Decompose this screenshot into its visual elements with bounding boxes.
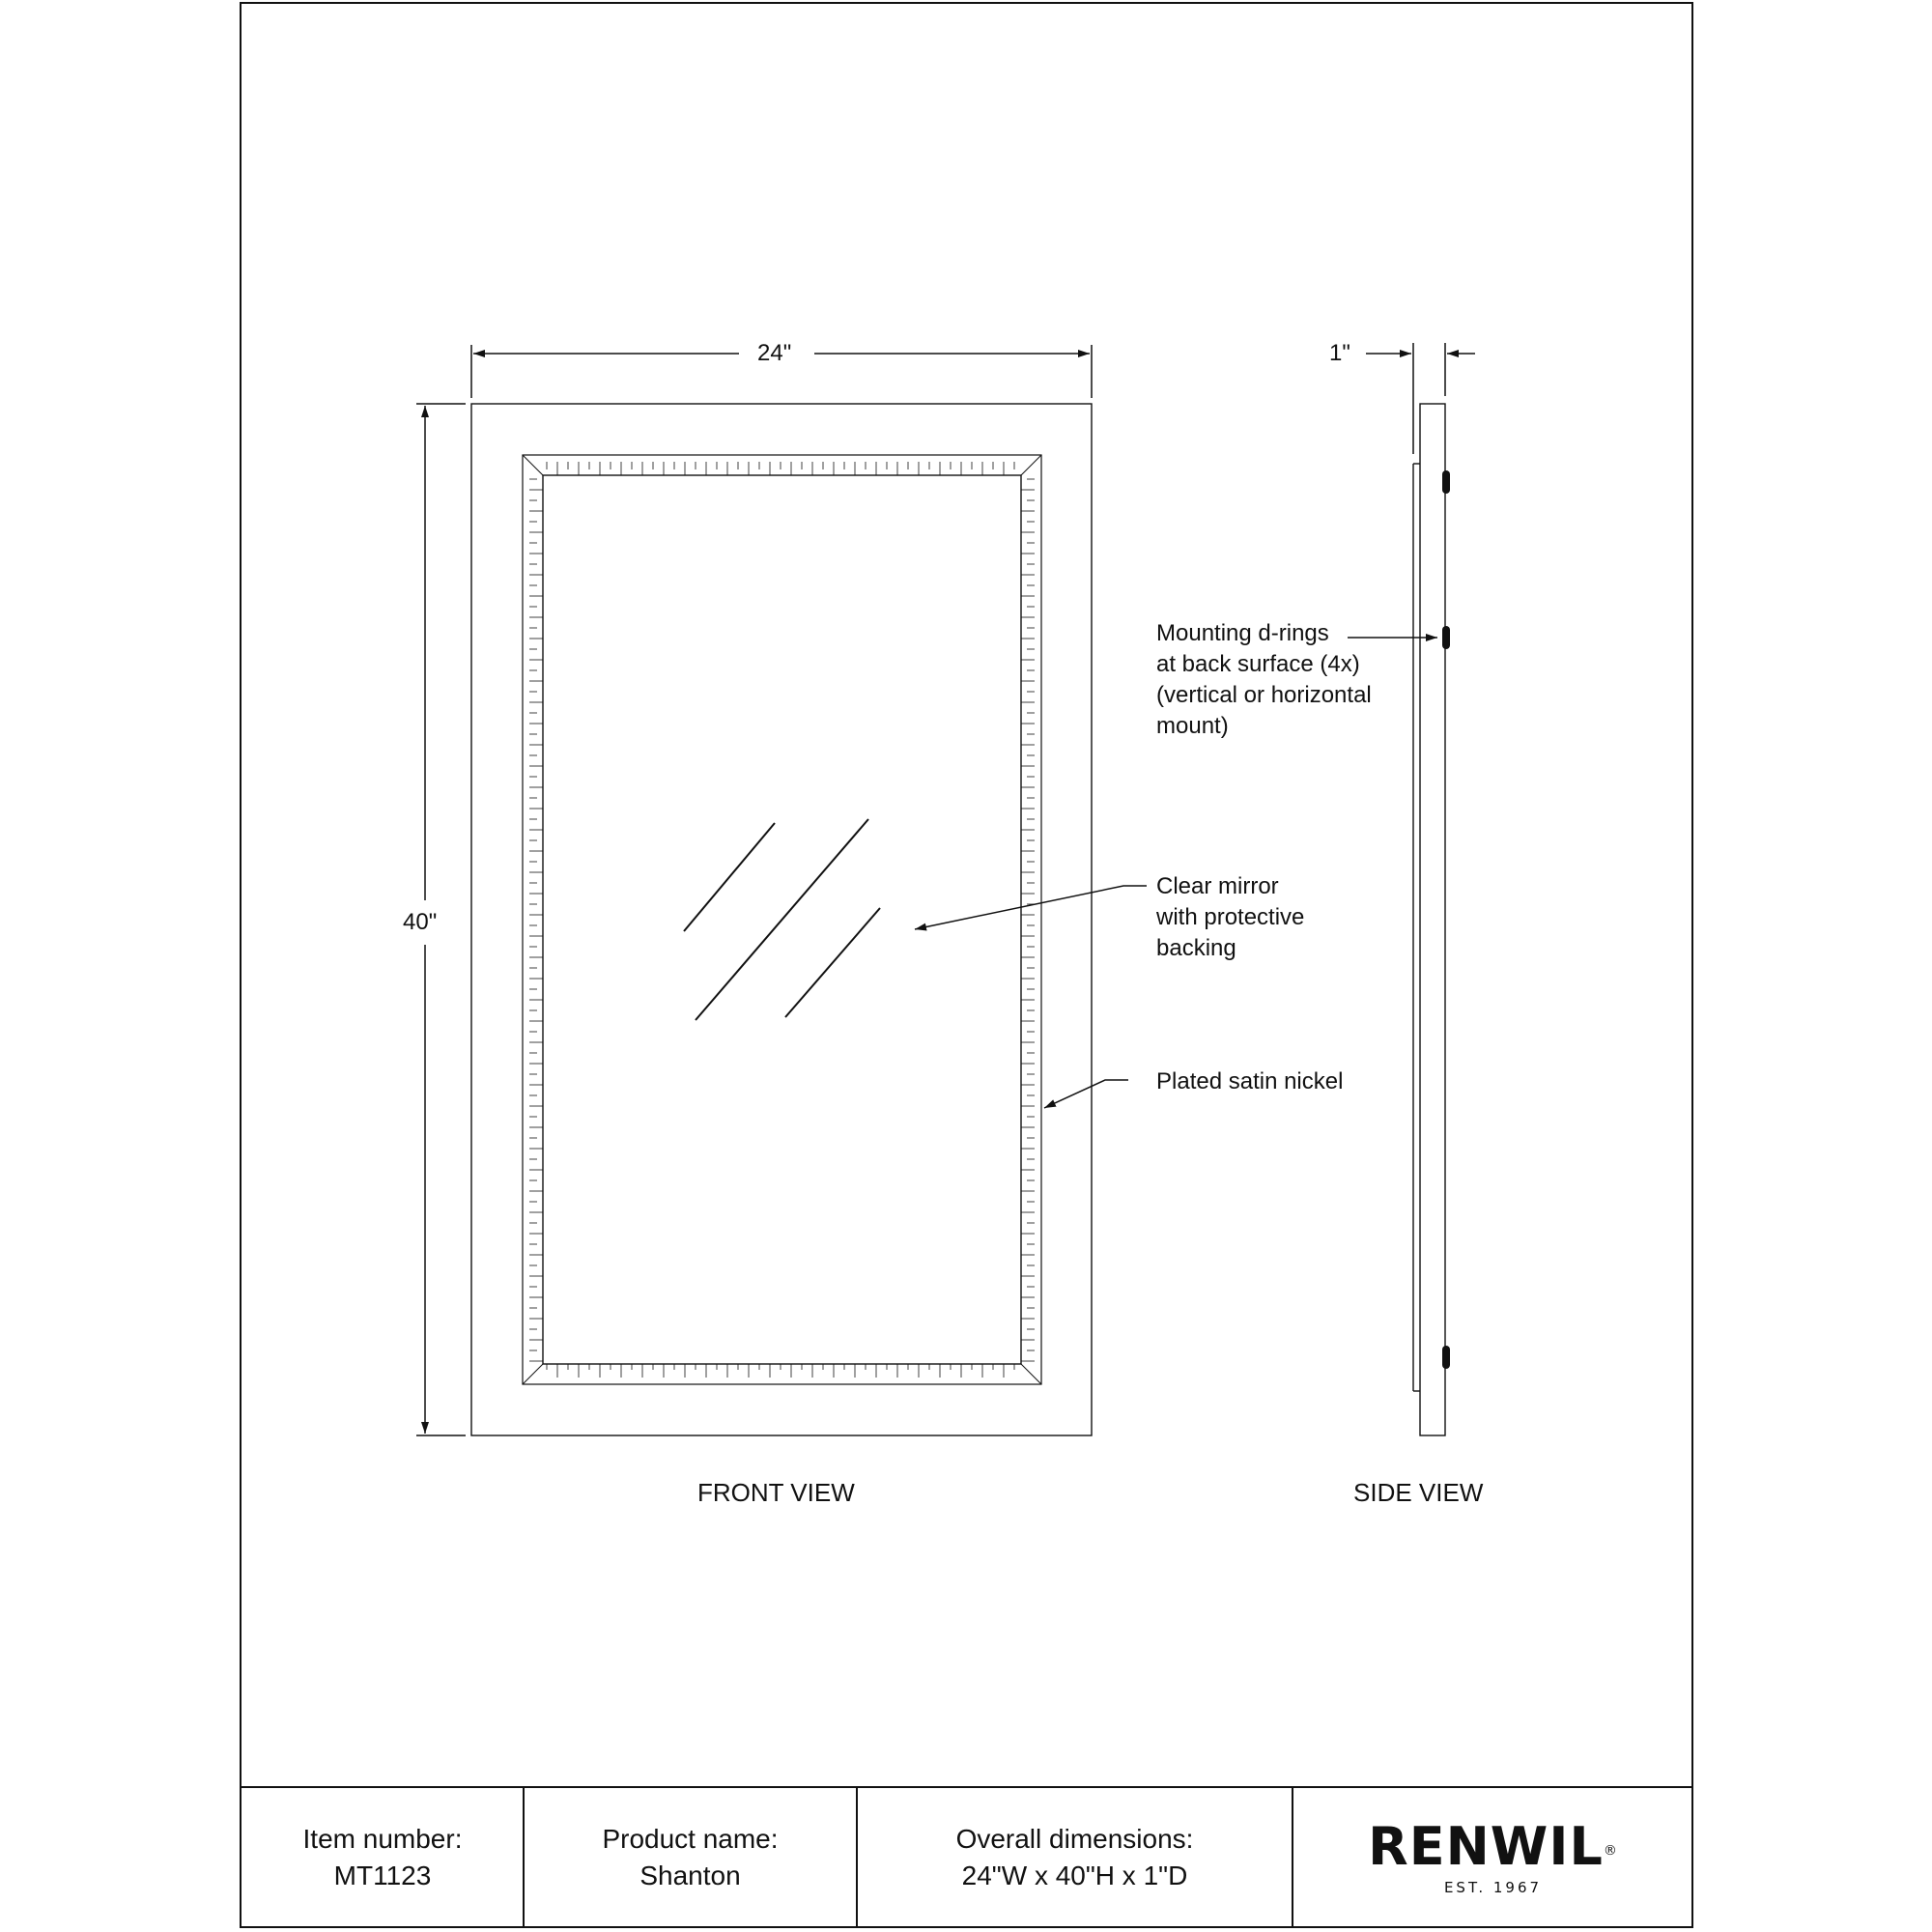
registered-mark: ® (1603, 1843, 1618, 1859)
front-view-label: FRONT VIEW (697, 1478, 855, 1507)
depth-dimension-label: 1" (1329, 340, 1350, 366)
product-name-value: Shanton (639, 1861, 741, 1890)
finish-callout: Plated satin nickel (1156, 1068, 1344, 1094)
d-ring-icon (1442, 1346, 1450, 1369)
width-dimension-label: 24" (757, 340, 792, 366)
height-dimension-label: 40" (403, 909, 438, 935)
product-name-label: Product name: (602, 1824, 779, 1854)
item-number-value: MT1123 (333, 1861, 432, 1890)
mirror-callout: Clear mirror with protective backing (1156, 873, 1305, 961)
d-ring-callout: Mounting d-rings at back surface (4x) (vertical or horizontal mount) (1156, 620, 1372, 739)
item-number-cell (242, 1787, 524, 1928)
front-view (471, 404, 1092, 1435)
product-name-cell (524, 1787, 857, 1928)
overall-dimensions-value: 24"W x 40"H x 1"D (961, 1861, 1188, 1890)
item-number-label: Item number: (302, 1824, 463, 1854)
finish-leader (1044, 1080, 1128, 1108)
brand-name: RENWIL (1368, 1816, 1604, 1877)
d-ring-icon (1442, 470, 1450, 494)
side-profile (1420, 404, 1445, 1435)
renwil-logo (1294, 1787, 1691, 1928)
reflection-lines (684, 819, 880, 1020)
brand-established: EST. 1967 (1443, 1879, 1543, 1896)
side-view (1413, 404, 1445, 1435)
overall-dimensions-label: Overall dimensions: (955, 1824, 1194, 1854)
side-view-label: SIDE VIEW (1353, 1478, 1484, 1507)
d-rings (1442, 470, 1450, 1369)
overall-dimensions-cell (857, 1787, 1293, 1928)
d-ring-icon (1442, 626, 1450, 649)
mirror-leader (915, 886, 1147, 929)
